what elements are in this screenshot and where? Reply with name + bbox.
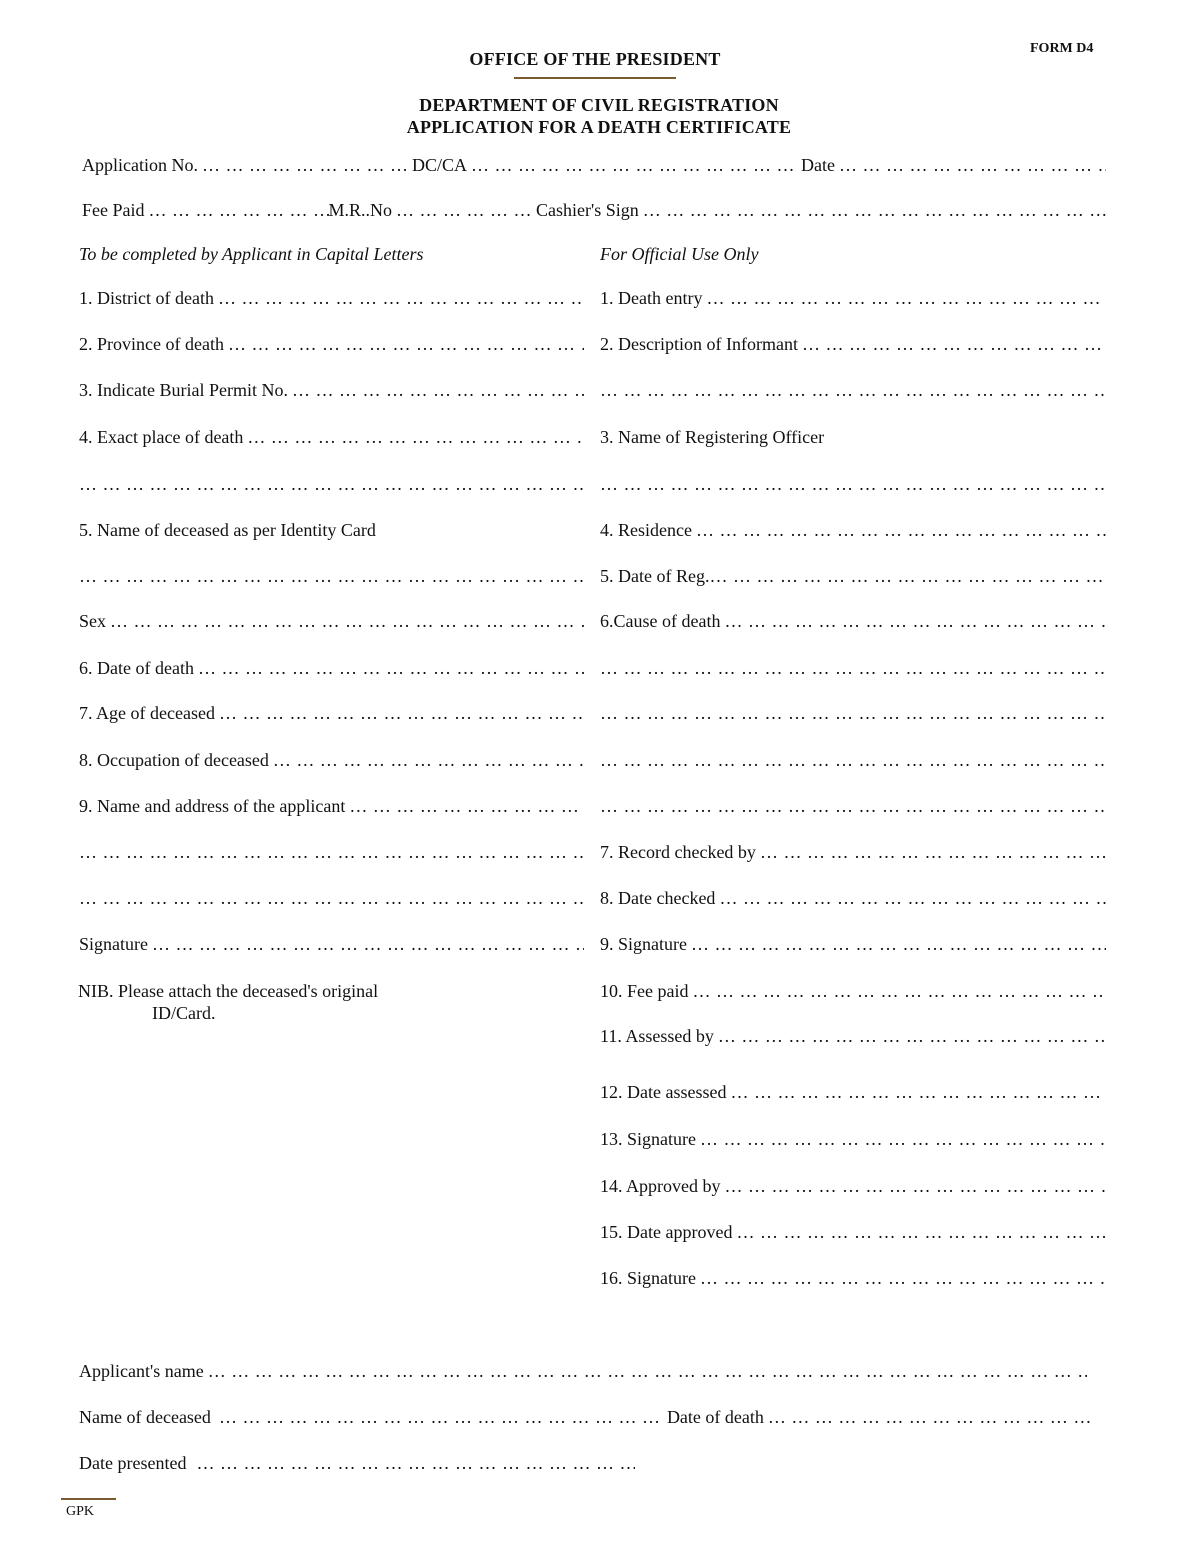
signature-13-row (600, 1129, 1106, 1150)
signature-13-label: 13. Signature (600, 1129, 696, 1149)
informant-continuation-row (600, 380, 1106, 401)
exact-place-field[interactable] (247, 427, 584, 448)
footer-name-of-deceased-field[interactable] (219, 1407, 667, 1428)
burial-permit-label: 3. Indicate Burial Permit No. (79, 380, 288, 400)
age-label: 7. Age of deceased (79, 703, 215, 723)
date-presented-label: Date presented (79, 1453, 187, 1473)
province-field[interactable] (228, 334, 584, 355)
date-presented-field[interactable] (196, 1453, 635, 1474)
footer-date-of-death-field[interactable] (768, 1407, 1093, 1428)
applicant-signature-field[interactable] (152, 934, 584, 955)
cause-of-death-row (600, 611, 1106, 632)
date-presented-row (79, 1453, 635, 1474)
informant-row (600, 334, 1106, 355)
cause-of-death-continuation-row-2 (600, 703, 1106, 724)
attachment-note: NIB. Please attach the deceased's original (78, 981, 379, 1001)
applicant-name-row (79, 1361, 1087, 1382)
signature-16-row (600, 1268, 1106, 1289)
footer-name-of-deceased-label: Name of deceased (79, 1407, 211, 1427)
cashier-sign-label: Cashier's Sign (536, 200, 639, 220)
informant-label: 2. Description of Informant (600, 334, 798, 354)
province-label: 2. Province of death (79, 334, 224, 354)
name-deceased-continuation-row (79, 566, 584, 587)
occupation-label: 8. Occupation of deceased (79, 750, 269, 770)
date-checked-field[interactable] (719, 888, 1106, 909)
sex-label: Sex (79, 611, 106, 631)
date-of-death-label: 6. Date of death (79, 658, 194, 678)
date-of-reg-field[interactable] (709, 566, 1106, 587)
age-row (79, 703, 584, 724)
cause-of-death-label: 6.Cause of death (600, 611, 721, 631)
district-row (79, 288, 584, 309)
exact-place-label: 4. Exact place of death (79, 427, 244, 447)
application-no-field[interactable] (202, 155, 412, 176)
signature-9-row (600, 934, 1106, 955)
approved-by-label: 14. Approved by (600, 1176, 721, 1196)
assessed-by-label: 11. Assessed by (600, 1026, 714, 1046)
cause-of-death-field-line-2[interactable] (600, 658, 1106, 679)
occupation-field[interactable] (273, 750, 584, 771)
application-no-row (82, 155, 1106, 176)
attachment-note-continuation: ID/Card. (152, 1003, 216, 1023)
cause-of-death-field[interactable] (724, 611, 1106, 632)
assessed-by-row (600, 1026, 1106, 1047)
death-entry-row (600, 288, 1106, 309)
mr-no-label: M.R..No (328, 200, 393, 220)
footer-date-of-death-label: Date of death (666, 1407, 764, 1427)
applicant-name-field[interactable] (208, 1361, 1087, 1382)
district-label: 1. District of death (79, 288, 214, 308)
cause-of-death-continuation-row-1 (600, 658, 1106, 679)
official-section-heading: For Official Use Only (600, 244, 759, 264)
assessed-by-field[interactable] (718, 1026, 1106, 1047)
official-fee-paid-row (600, 981, 1106, 1002)
fee-paid-label: Fee Paid (82, 200, 145, 220)
informant-field[interactable] (802, 334, 1106, 355)
printer-code: GPK (66, 1504, 95, 1519)
application-title: APPLICATION FOR A DEATH CERTIFICATE (406, 117, 792, 137)
occupation-row (79, 750, 584, 771)
death-entry-label: 1. Death entry (600, 288, 703, 308)
date-checked-label: 8. Date checked (600, 888, 716, 908)
district-field[interactable] (218, 288, 584, 309)
cause-of-death-field-line-5[interactable] (600, 796, 1106, 817)
name-address-field-line-2[interactable] (79, 842, 584, 863)
cause-of-death-continuation-row-4 (600, 796, 1106, 817)
cause-of-death-field-line-3[interactable] (600, 703, 1106, 724)
informant-field-line-2[interactable] (600, 380, 1106, 401)
signature-16-label: 16. Signature (600, 1268, 696, 1288)
record-checked-field[interactable] (760, 842, 1106, 863)
signature-9-field[interactable] (691, 934, 1106, 955)
name-of-deceased-row (79, 1407, 1093, 1428)
name-address-field[interactable] (349, 796, 584, 817)
signature-9-label: 9. Signature (600, 934, 687, 954)
burial-permit-row (79, 380, 584, 401)
date-of-death-row (79, 658, 584, 679)
exact-place-continuation-row (79, 474, 584, 495)
dc-ca-field[interactable] (471, 155, 801, 176)
header-rule (514, 77, 676, 79)
date-of-reg-label: 5. Date of Reg. (600, 566, 710, 586)
name-address-continuation-row-2 (79, 888, 584, 909)
name-deceased-row (79, 520, 584, 541)
date-assessed-row (600, 1082, 1106, 1103)
name-address-field-line-3[interactable] (79, 888, 584, 909)
applicant-section-heading: To be completed by Applicant in Capital Letters (79, 244, 424, 264)
official-fee-paid-label: 10. Fee paid (600, 981, 689, 1001)
date-label: Date (801, 155, 835, 175)
sex-field[interactable] (110, 611, 584, 632)
date-assessed-field[interactable] (730, 1082, 1106, 1103)
applicant-signature-row (79, 934, 584, 955)
date-approved-field[interactable] (736, 1222, 1106, 1243)
date-approved-row (600, 1222, 1106, 1243)
footer-rule (61, 1498, 116, 1500)
cause-of-death-field-line-4[interactable] (600, 750, 1106, 771)
name-address-continuation-row-1 (79, 842, 584, 863)
date-assessed-label: 12. Date assessed (600, 1082, 727, 1102)
signature-13-field[interactable] (700, 1129, 1106, 1150)
department-title: DEPARTMENT OF CIVIL REGISTRATION (419, 95, 779, 115)
application-no-label: Application No. (82, 155, 198, 175)
approved-by-row (600, 1176, 1106, 1197)
office-title: OFFICE OF THE PRESIDENT (469, 49, 721, 69)
cashier-sign-field[interactable] (643, 200, 1106, 221)
date-approved-label: 15. Date approved (600, 1222, 733, 1242)
residence-row (600, 520, 1106, 541)
age-field[interactable] (219, 703, 584, 724)
sex-row (79, 611, 584, 632)
date-field[interactable] (839, 155, 1106, 176)
date-checked-row (600, 888, 1106, 909)
name-address-label: 9. Name and address of the applicant (79, 796, 346, 816)
signature-16-field[interactable] (700, 1268, 1106, 1289)
name-deceased-label: 5. Name of deceased as per Identity Card (79, 520, 376, 540)
applicant-name-label: Applicant's name (79, 1361, 204, 1381)
mr-no-field[interactable] (396, 200, 536, 221)
record-checked-row (600, 842, 1106, 863)
approved-by-field[interactable] (725, 1176, 1107, 1197)
registering-officer-label: 3. Name of Registering Officer (600, 427, 825, 447)
official-fee-paid-field[interactable] (692, 981, 1106, 1002)
exact-place-row (79, 427, 584, 448)
dc-ca-label: DC/CA (411, 155, 467, 175)
form-number: FORM D4 (1030, 41, 1094, 56)
exact-place-continuation-field[interactable] (79, 474, 584, 495)
name-address-row (79, 796, 584, 817)
date-of-reg-row (600, 566, 1106, 587)
residence-field[interactable] (696, 520, 1106, 541)
residence-label: 4. Residence (600, 520, 692, 540)
registering-officer-row (600, 427, 1106, 448)
name-deceased-field[interactable] (79, 566, 584, 587)
death-entry-field[interactable] (706, 288, 1106, 309)
burial-permit-field[interactable] (292, 380, 584, 401)
date-of-death-field[interactable] (198, 658, 584, 679)
fee-paid-field[interactable] (149, 200, 329, 221)
record-checked-label: 7. Record checked by (600, 842, 756, 862)
registering-officer-field[interactable] (600, 474, 1106, 495)
applicant-signature-label: Signature (79, 934, 148, 954)
registering-officer-continuation-row (600, 474, 1106, 495)
cause-of-death-continuation-row-3 (600, 750, 1106, 771)
fee-paid-row (82, 200, 1106, 221)
province-row (79, 334, 584, 355)
